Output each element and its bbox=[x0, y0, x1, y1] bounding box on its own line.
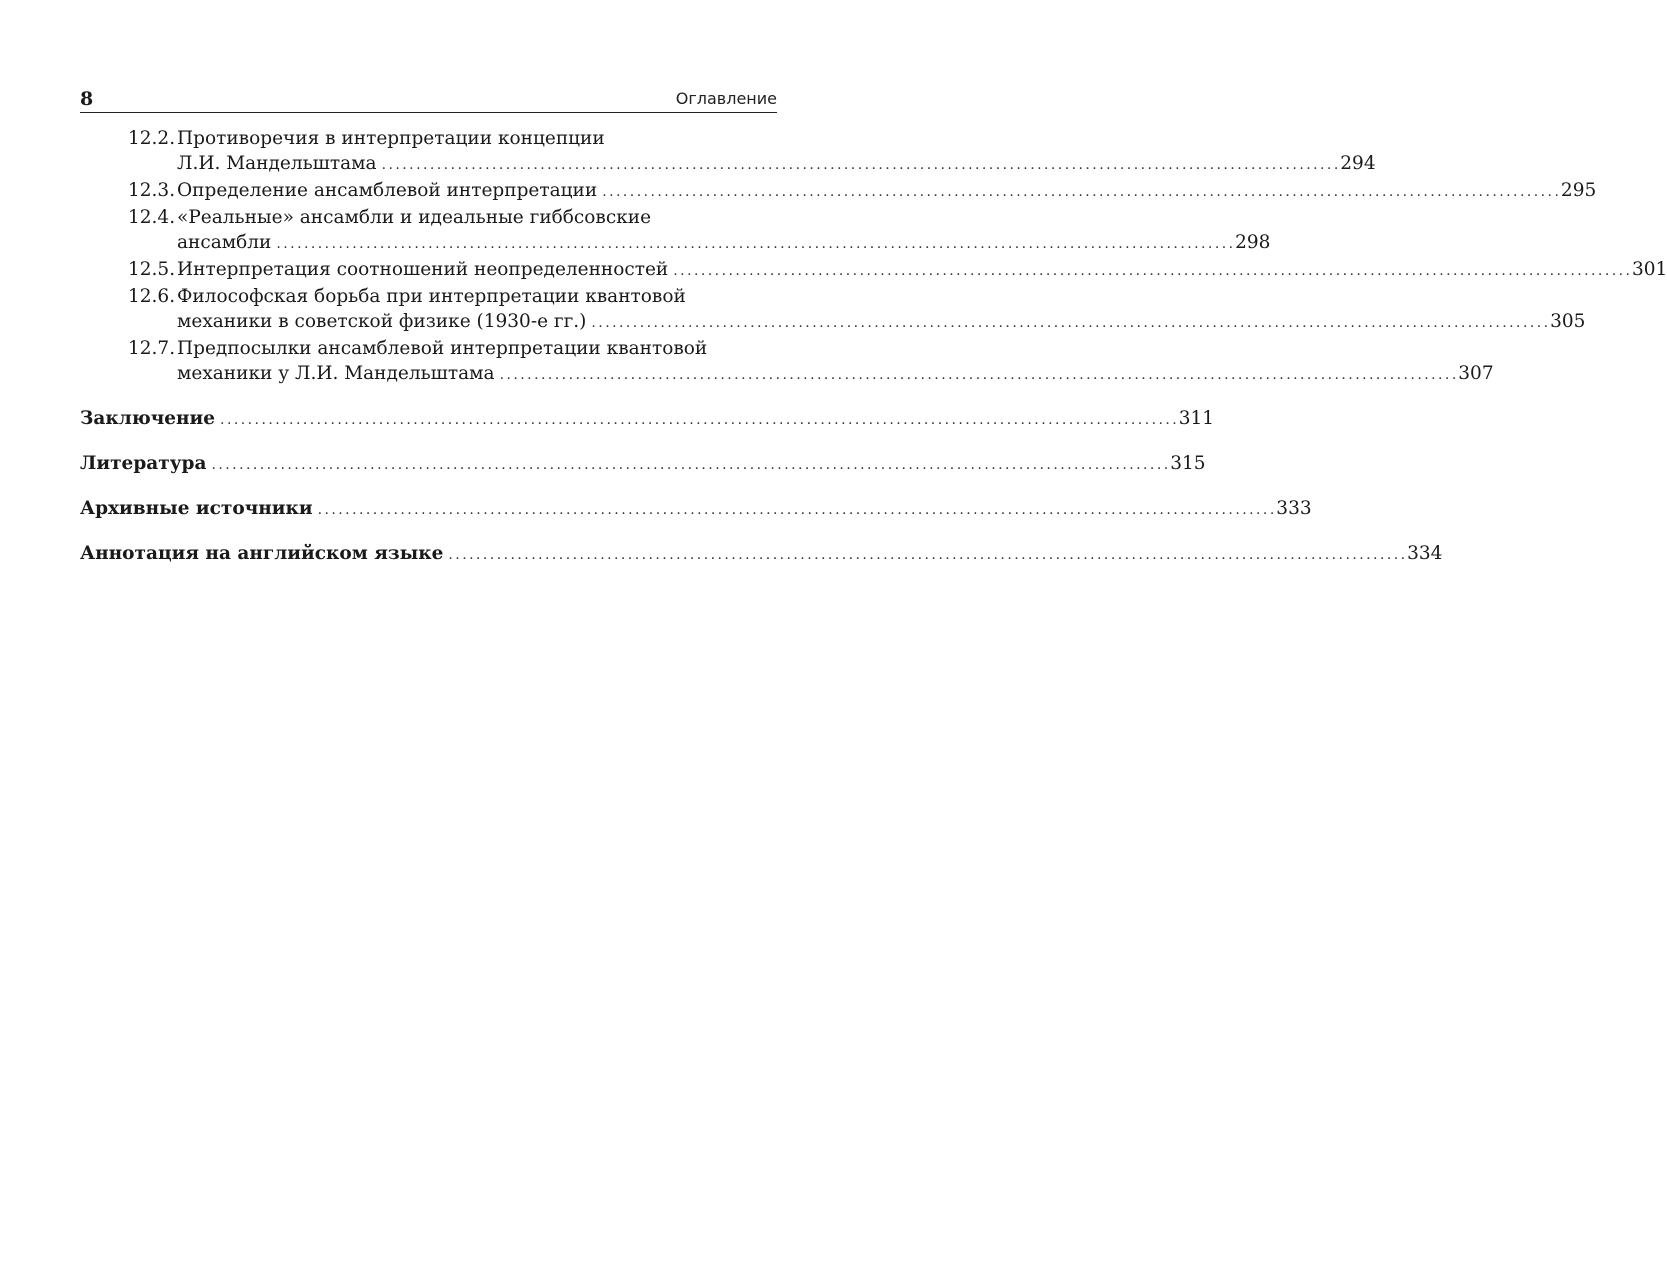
entry-title-line: Философская борьба при интерпретации квантовой bbox=[177, 286, 686, 307]
toc-entry[interactable] bbox=[80, 205, 1271, 257]
toc-entry[interactable] bbox=[80, 126, 1376, 178]
entry-page-number: 294 bbox=[1340, 153, 1376, 174]
entry-page-number: 311 bbox=[1178, 408, 1215, 429]
table-of-contents bbox=[80, 126, 1667, 568]
dot-leader bbox=[673, 259, 1629, 284]
entry-title-line: «Реальные» ансамбли и идеальные гиббсовские bbox=[177, 207, 652, 228]
entry-page-number: 298 bbox=[1235, 232, 1271, 253]
toc-entry-conclusion[interactable] bbox=[80, 406, 1215, 433]
entry-title-line: Противоречия в интерпретации концепции bbox=[177, 128, 605, 149]
entry-title-line: Предпосылки ансамблевой интерпретации квантовой bbox=[177, 338, 708, 359]
dot-leader bbox=[448, 543, 1404, 568]
entry-title-line: механики в советской физике (1930-е гг.) bbox=[177, 311, 587, 332]
dot-leader bbox=[276, 232, 1232, 257]
entry-number: 12.5. bbox=[128, 259, 176, 280]
entry-number: 12.6. bbox=[128, 286, 176, 307]
entry-title-line: Интерпретация соотношений неопределенностей bbox=[177, 259, 669, 280]
entry-title: Аннотация на английском языке bbox=[80, 543, 444, 564]
entry-title: Заключение bbox=[80, 408, 216, 429]
entry-number: 12.4. bbox=[128, 207, 176, 228]
dot-leader bbox=[591, 311, 1547, 336]
entry-page-number: 301 bbox=[1631, 259, 1667, 280]
entry-page-number: 333 bbox=[1276, 498, 1312, 519]
toc-entry-archival-sources[interactable] bbox=[80, 496, 1312, 523]
entry-title-line: Л.И. Мандельштама bbox=[177, 153, 377, 174]
toc-entry-literature[interactable] bbox=[80, 451, 1206, 478]
entry-title-line: Определение ансамблевой интерпретации bbox=[177, 180, 598, 201]
dot-leader bbox=[318, 498, 1274, 523]
dot-leader bbox=[220, 408, 1176, 433]
entry-title-line: механики у Л.И. Мандельштама bbox=[177, 363, 495, 384]
toc-entry[interactable] bbox=[80, 336, 1494, 388]
entry-page-number: 307 bbox=[1458, 363, 1494, 384]
toc-entry[interactable] bbox=[80, 284, 1586, 336]
page-number: 8 bbox=[80, 88, 94, 110]
dot-leader bbox=[500, 363, 1456, 388]
running-head bbox=[80, 84, 777, 113]
toc-entry[interactable] bbox=[80, 178, 1597, 205]
entry-title: Литература bbox=[80, 453, 207, 474]
entry-page-number: 315 bbox=[1170, 453, 1206, 474]
running-title: Оглавление bbox=[675, 89, 777, 108]
dot-leader bbox=[211, 453, 1167, 478]
toc-entry[interactable] bbox=[80, 257, 1667, 284]
entry-number: 12.2. bbox=[128, 128, 176, 149]
entry-page-number: 334 bbox=[1407, 543, 1443, 564]
entry-title-line: ансамбли bbox=[177, 232, 272, 253]
toc-entry-english-abstract[interactable] bbox=[80, 541, 1443, 568]
dot-leader bbox=[382, 153, 1338, 178]
entry-page-number: 305 bbox=[1550, 311, 1586, 332]
dot-leader bbox=[602, 180, 1558, 205]
entry-number: 12.3. bbox=[128, 180, 176, 201]
entry-number: 12.7. bbox=[128, 338, 176, 359]
entry-title: Архивные источники bbox=[80, 498, 313, 519]
entry-page-number: 295 bbox=[1560, 180, 1597, 201]
